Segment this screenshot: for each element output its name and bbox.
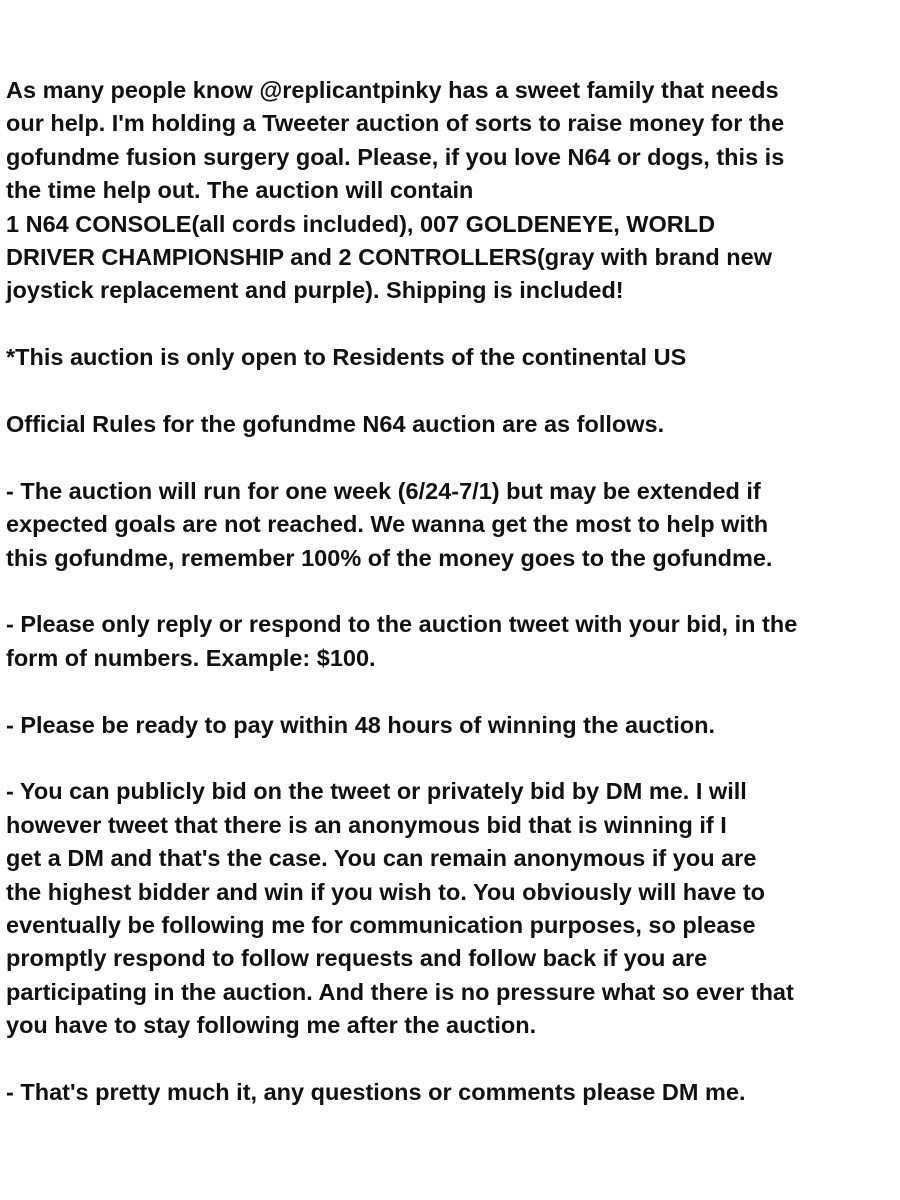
rules-heading — [6, 408, 894, 441]
text-line: participating in the auction. And there is no pressure what so ever that — [6, 978, 794, 1005]
text-line: joystick replacement and purple). Shipping is included! — [6, 277, 624, 304]
text-line: promptly respond to follow requests and follow back if you are — [6, 945, 708, 972]
rule-payment — [6, 709, 894, 742]
text-line: however tweet that there is an anonymous bid that is winning if I — [6, 811, 727, 838]
text-line: eventually be following me for communication purposes, so please — [6, 912, 756, 939]
text-line: our help. I'm holding a Tweeter auction of sorts to raise money for the — [6, 110, 785, 137]
text-line: *This auction is only open to Residents of the continental US — [6, 344, 687, 371]
text-line: 1 N64 CONSOLE(all cords included), 007 GOLDENEYE, WORLD — [6, 210, 716, 237]
text-line: As many people know @replicantpinky has a sweet family that needs — [6, 77, 779, 103]
text-line: - That's pretty much it, any questions or comments please DM me. — [6, 1079, 746, 1106]
text-line: gofundme fusion surgery goal. Please, if you love N64 or dogs, this is — [6, 143, 785, 170]
text-line: - The auction will run for one week (6/24-7/1) but may be extended if — [6, 477, 761, 504]
text-line: - You can publicly bid on the tweet or privately bid by DM me. I will — [6, 778, 747, 805]
text-line: you have to stay following me after the auction. — [6, 1012, 537, 1039]
text-line: - Please be ready to pay within 48 hours of winning the auction. — [6, 711, 716, 738]
closing-note — [6, 1076, 894, 1109]
text-line: - Please only reply or respond to the auction tweet with your bid, in the — [6, 611, 798, 638]
text-line: the highest bidder and win if you wish to. You obviously will have to — [6, 878, 766, 905]
text-line: expected goals are not reached. We wanna get the most to help with — [6, 511, 769, 538]
text-line: form of numbers. Example: $100. — [6, 644, 376, 671]
text-line: Official Rules for the gofundme N64 auction are as follows. — [6, 411, 665, 438]
rule-private-bids — [6, 775, 894, 1042]
auction-notice-document — [6, 74, 894, 1109]
text-line: this gofundme, remember 100% of the money goes to the gofundme. — [6, 544, 773, 571]
text-line: DRIVER CHAMPIONSHIP and 2 CONTROLLERS(gray with brand new — [6, 244, 772, 271]
text-line: get a DM and that's the case. You can remain anonymous if you are — [6, 845, 757, 872]
rule-duration — [6, 475, 894, 575]
rule-bid-format — [6, 608, 894, 675]
text-line: the time help out. The auction will contain — [6, 177, 474, 204]
eligibility-note — [6, 341, 894, 374]
intro-paragraph — [6, 74, 894, 308]
